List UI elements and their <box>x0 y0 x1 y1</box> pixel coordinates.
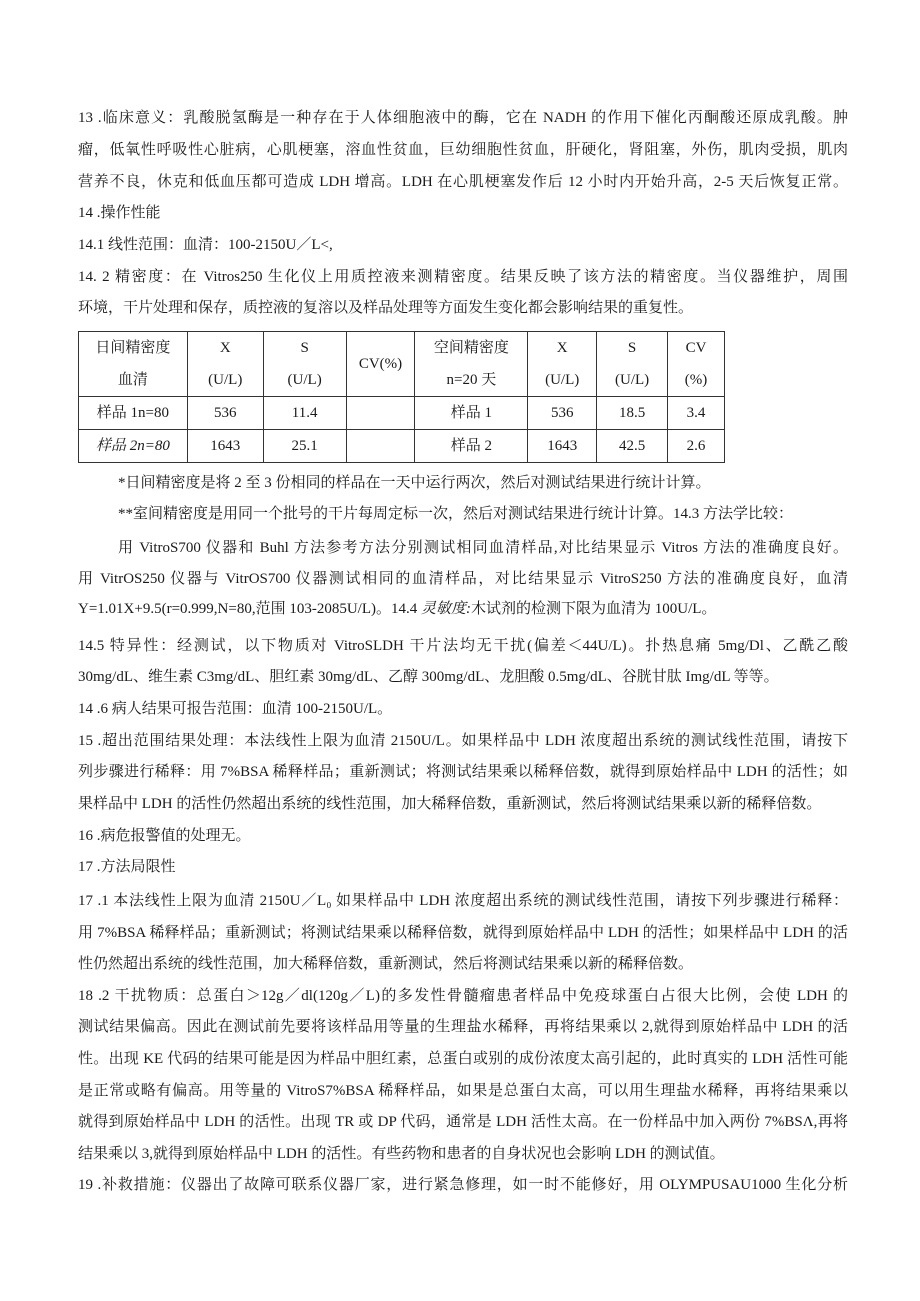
table-cell: 1643 <box>187 430 263 463</box>
body-line: 性。出现 KE 代码的结果可能是因为样品中胆红素，总蛋白或别的成份浓度太高引起的，此时真实的 LDH 活性可能 <box>78 1051 848 1067</box>
header-cell: CV(%) <box>346 332 415 397</box>
body-line: 19 .补救措施：仪器出了故障可联系仪器厂家，进行紧急修理，如一时不能修好，用 OLYMPUSAU1000 生化分析 <box>78 1177 848 1193</box>
body-line: 是正常或略有偏高。用等量的 VitroS7%BSA 稀释样品，如果是总蛋白太高，可以用生理盐水稀释，再将结果乘以 <box>78 1083 848 1099</box>
body-line: 性仍然超出系统的线性范围，加大稀释倍数，重新测试，然后将测试结果乘以新的稀释倍数。 <box>78 956 694 972</box>
table-cell: 3.4 <box>668 397 725 430</box>
body-line: 14.5 特异性：经测试，以下物质对 VitroSLDH 干片法均无干扰(偏差＜44U/L)。扑热息痛 5mg/Dl、乙酰乙酸 <box>78 638 848 654</box>
section-13-line: 瘤，低氧性呼吸性心脏病，心肌梗塞，溶血性贫血，巨幼细胞性贫血，肝硬化，肾阻塞，外伤，肌肉受损，肌肉 <box>78 142 848 158</box>
body-line: 15 .超出范围结果处理：本法线性上限为血清 2150U/L。如果样品中 LDH 浓度超出系统的测试线性范围，请按下 <box>78 733 848 749</box>
method-comparison-line: 用 VitroS700 仪器和 Buhl 方法参考方法分别测试相同血清样品,对比结果显示 Vitros 方法的准确度良好。 <box>118 540 848 556</box>
section-13-line: 13 .临床意义：乳酸脱氢酶是一种存在于人体细胞液中的酶，它在 NADH 的作用下催化丙酮酸还原成乳酸。肿 <box>78 110 848 126</box>
table-cell: 42.5 <box>597 430 668 463</box>
body-line: 就得到原始样品中 LDH 的活性。出现 TR 或 DP 代码，通常是 LDH 活性太高。在一份样品中加入两份 7%BSΛ,再将 <box>78 1114 848 1130</box>
table-cell <box>346 397 415 430</box>
table-row <box>79 430 725 463</box>
body-line: 17 .1 本法线性上限为血清 2150U／L₀ 如果样品中 LDH 浓度超出系统的测试线性范围，请按下列步骤进行稀释： <box>78 893 848 909</box>
header-cell: S (U/L) <box>263 332 346 397</box>
header-cell: 日间精密度 血清 <box>79 332 188 397</box>
body-line: 用 7%BSA 稀释样品；重新测试；将测试结果乘以稀释倍数，就得到原始样品中 LDH 的活性；如果样品中 LDH 的活 <box>78 925 848 941</box>
interlab-precision-note: **室间精密度是用同一个批号的干片每周定标一次，然后对测试结果进行统计计算。14.3 方法学比较： <box>118 506 794 522</box>
table-cell: 25.1 <box>263 430 346 463</box>
precision-table <box>78 331 725 463</box>
table-cell: 2.6 <box>668 430 725 463</box>
header-cell: 空间精密度 n=20 天 <box>415 332 528 397</box>
table-cell: 样品 2n=80 <box>79 430 188 463</box>
section-14-heading: 14 .操作性能 <box>78 205 161 221</box>
table-cell <box>346 430 415 463</box>
table-cell: 11.4 <box>263 397 346 430</box>
precision-text: 环境，干片处理和保存，质控液的复溶以及样品处理等方面发生变化都会影响结果的重复性。 <box>78 300 694 316</box>
header-cell: X (U/L) <box>187 332 263 397</box>
table-cell: 536 <box>187 397 263 430</box>
body-line: 列步骤进行稀释：用 7%BSA 稀释样品；重新测试；将测试结果乘以稀释倍数，就得到原始样品中 LDH 的活性；如 <box>78 764 848 780</box>
body-line: 17 .方法局限性 <box>78 859 176 875</box>
sensitivity-line: Y=1.01X+9.5(r=0.999,N=80,范围 103-2085U/L)。14.4 灵敏度:木试剂的检测下限为血清为 100U/L。 <box>78 601 717 617</box>
daily-precision-note: *日间精密度是将 2 至 3 份相同的样品在一天中运行两次，然后对测试结果进行统计计算。 <box>118 475 711 491</box>
body-line: 测试结果偏高。因此在测试前先要将该样品用等量的生理盐水稀释，再将结果乘以 2,就得到原始样品中 LDH 的活 <box>78 1019 848 1035</box>
header-cell: CV (%) <box>668 332 725 397</box>
linearity-range: 14.1 线性范围：血清：100-2150U／L<, <box>78 237 333 253</box>
table-header-row <box>79 332 725 397</box>
body-line: 结果乘以 3,就得到原始样品中 LDH 的活性。有些药物和患者的自身状况也会影响 LDH 的测试值。 <box>78 1146 725 1162</box>
precision-text: 14. 2 精密度：在 Vitros250 生化仪上用质控液来测精密度。结果反映了该方法的精密度。当仪器维护，周围 <box>78 269 848 285</box>
body-line: 30mg/dL、维生素 C3mg/dL、胆红素 30mg/dL、乙醇 300mg/dL、龙胆酸 0.5mg/dL、谷胱甘肽 Img/dL 等等。 <box>78 669 779 685</box>
method-comparison-line: 用 VitrOS250 仪器与 VitrOS700 仪器测试相同的血清样品，对比结果显示 VitroS250 方法的准确度良好，血清 <box>78 571 848 587</box>
section-13-line: 营养不良，休克和低血压都可造成 LDH 增高。LDH 在心肌梗塞发作后 12 小时内开始升高，2-5 天后恢复正常。 <box>78 174 848 190</box>
header-cell: X (U/L) <box>528 332 597 397</box>
table-row <box>79 397 725 430</box>
body-line: 16 .病危报警值的处理无。 <box>78 828 251 844</box>
body-line: 14 .6 病人结果可报告范围：血清 100-2150U/L。 <box>78 701 393 717</box>
table-cell: 1643 <box>528 430 597 463</box>
body-line: 18 .2 干扰物质：总蛋白＞12g／dl(120g／L)的多发性骨髓瘤患者样品中免疫球蛋白占很大比例，会使 LDH 的 <box>78 988 848 1004</box>
table-cell: 18.5 <box>597 397 668 430</box>
table-cell: 样品 1n=80 <box>79 397 188 430</box>
table-cell: 样品 2 <box>415 430 528 463</box>
header-cell: S (U/L) <box>597 332 668 397</box>
table-cell: 样品 1 <box>415 397 528 430</box>
table-cell: 536 <box>528 397 597 430</box>
body-line: 果样品中 LDH 的活性仍然超出系统的线性范围，加大稀释倍数，重新测试，然后将测试结果乘以新的稀释倍数。 <box>78 796 822 812</box>
